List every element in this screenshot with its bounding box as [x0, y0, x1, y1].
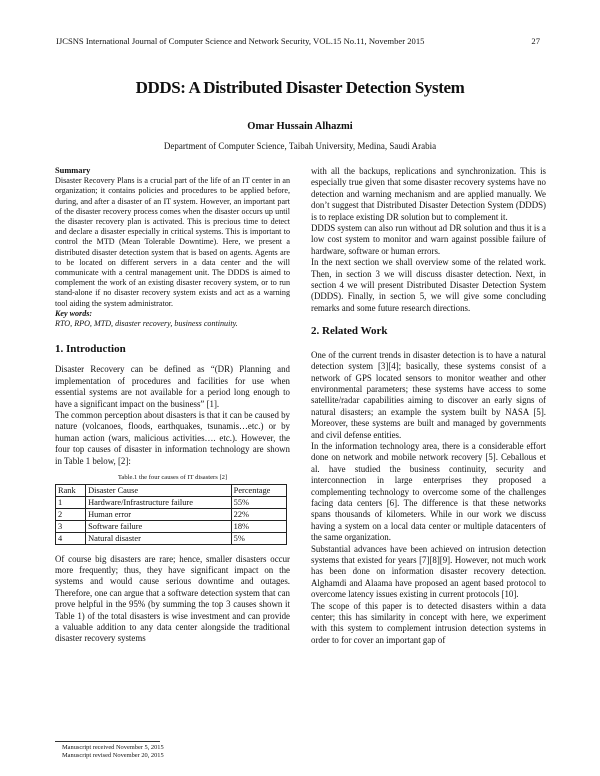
table-cell: 5% — [231, 532, 286, 544]
table-header-cell: Percentage — [231, 484, 286, 496]
table-cell: 22% — [231, 508, 286, 520]
disaster-causes-table — [55, 484, 287, 545]
table-row — [56, 520, 287, 532]
intro-continuation: DDDS system can also run without ad DR solution and thus it is a low cost system to monitor and warn against possible failure of hardware, software or human errors. — [311, 223, 546, 256]
author-name: Omar Hussain Alhazmi — [247, 121, 353, 132]
affiliation: Department of Computer Science, Taibah University, Medina, Saudi Arabia — [163, 141, 437, 151]
table-header-cell: Disaster Cause — [86, 484, 232, 496]
page-number: 27 — [531, 36, 540, 46]
table-row — [56, 496, 287, 508]
related-paragraph: One of the current trends in disaster detection is to have a natural detection system [3][4]; basically, these systems consist of a network of GPS located sensors to monitor weather and other environmental parameters; these systems have access to some satellite/radar capabilities aiming to discover an early signs of natural disasters; an example the system built by NASA [5]. Moreover, these systems are built and managed by governments and civil defense entities. — [311, 349, 546, 440]
intro-paragraph: Of course big disasters are rare; hence, smaller disasters occur more frequently; thus, they have significant impact on the systems and would cause serious downtime and outages. Therefore, one can argue that a software detection system that can prove helpful in the 95% (by summing the top 3 causes shown it Table 1) of the total disasters is wise investment and can provide a valuable addition to any data center alongside the traditional disaster recovery systems — [55, 553, 290, 644]
table-cell: 1 — [56, 496, 86, 508]
table-header-row — [56, 484, 287, 496]
keywords: RTO, RPO, MTD, disaster recovery, business continuity. — [55, 319, 238, 329]
left-column — [55, 166, 290, 645]
related-paragraph: In the information technology area, there is a considerable effort done on network and mobile network recovery [5]. Ceballous et al. have studied the business continuity, security and interconnection in large enterprises they proposed a complementing technology to overcome some of the challenges facing data centers [6]. The difference is that these networks spans thousands of kilometers. While in our work we discuss having a system on a local data center or multiple datacenters of the same organization. — [311, 440, 546, 543]
table-cell: 2 — [56, 508, 86, 520]
right-column — [311, 166, 546, 646]
related-paragraph: The scope of this paper is to detected disasters within a data center; this has similarity in concept with here, we experiment with this system to complement intrusion detection systems in order to for cover an important gap of — [311, 600, 546, 645]
table-cell: 3 — [56, 520, 86, 532]
section-heading-related-work: 2. Related Work — [311, 325, 388, 338]
related-paragraph: Substantial advances have been achieved on intrusion detection systems that existed for years [7][8][9]. However, not much work has been done on information disaster recovery detection. Alghamdi and Alaama have proposed an agent based protocol to overcome latency issues existing in current protocols [10]. — [311, 543, 546, 600]
footnote-revised: Manuscript revised November 20, 2015 — [62, 752, 164, 759]
table-cell: 4 — [56, 532, 86, 544]
intro-paragraph: The common perception about disasters is that it can be caused by nature (volcanoes, floods, earthquakes, tsunamis…etc.) or by human action (wars, malicious activities…. etc.). However, the four top causes of disaster in information technology are shown in Table 1 below, [2]: — [55, 410, 290, 466]
table-cell: Human error — [86, 508, 232, 520]
table-header-cell: Rank — [56, 484, 86, 496]
table-caption: Table.1 the four causes of IT disasters [2] — [117, 474, 228, 482]
table-cell: 55% — [231, 496, 286, 508]
summary-heading: Summary — [55, 166, 91, 175]
running-header — [56, 36, 544, 46]
intro-continuation: In the next section we shall overview some of the related work. Then, in section 3 we will discuss disaster detection. Next, in section 4 we will present Distributed Disaster Detection System (DDDS). Finally, in section 5, we will give some concluding remarks and some future research directions. — [311, 257, 546, 313]
footnote-received: Manuscript received November 5, 2015 — [62, 744, 164, 751]
table-cell: Hardware/Infrastructure failure — [86, 496, 232, 508]
journal-name: IJCSNS International Journal of Computer Science and Network Security, VOL.15 No.11, November 2015 — [56, 36, 425, 46]
summary-text: Disaster Recovery Plans is a crucial part of the life of an IT center in an organization; it contains policies and procedures to be applied before, during, and after a disaster of an IT system. However, an important part of the disaster recovery process comes when the disaster occurs up until the disaster recovery plan is activated. This is precious time to detect and declare a disaster especially in critical systems. This is important to control the MTD (Mean Tolerable Downtime). Here, we present a distributed disaster detection system that is based on agents. Agents are to be located on different servers in a data center and the will communicate with a central management unit. The DDDS is aimed to complement the work of an existing disaster recovery system, or to run stand-alone if no disaster recovery system exists and act as a warning tool aiding the system administrator. — [55, 176, 290, 308]
table-cell: Natural disaster — [86, 532, 232, 544]
intro-continuation: with all the backups, replications and synchronization. This is especially true given that some disaster recovery systems have no detection and warning mechanism and are applied manually. We don’t suggest that Distributed Disaster Detection System (DDDS) is to replace existing DR solution but to complement it. — [311, 166, 546, 222]
table-cell: Software failure — [86, 520, 232, 532]
paper-title: DDDS: A Distributed Disaster Detection System — [135, 78, 465, 97]
introduction-body — [55, 364, 290, 644]
table-row — [56, 508, 287, 520]
intro-paragraph: Disaster Recovery can be defined as “(DR) Planning and implementation of procedures and facilities for use when essential systems are not available for a period long enough to have a significant impact on the business” [1]. — [55, 364, 290, 409]
keywords-heading: Key words: — [55, 308, 93, 318]
section-heading-introduction: 1. Introduction — [55, 343, 126, 356]
footnote-divider — [55, 741, 160, 742]
table-cell: 18% — [231, 520, 286, 532]
table-row — [56, 532, 287, 544]
